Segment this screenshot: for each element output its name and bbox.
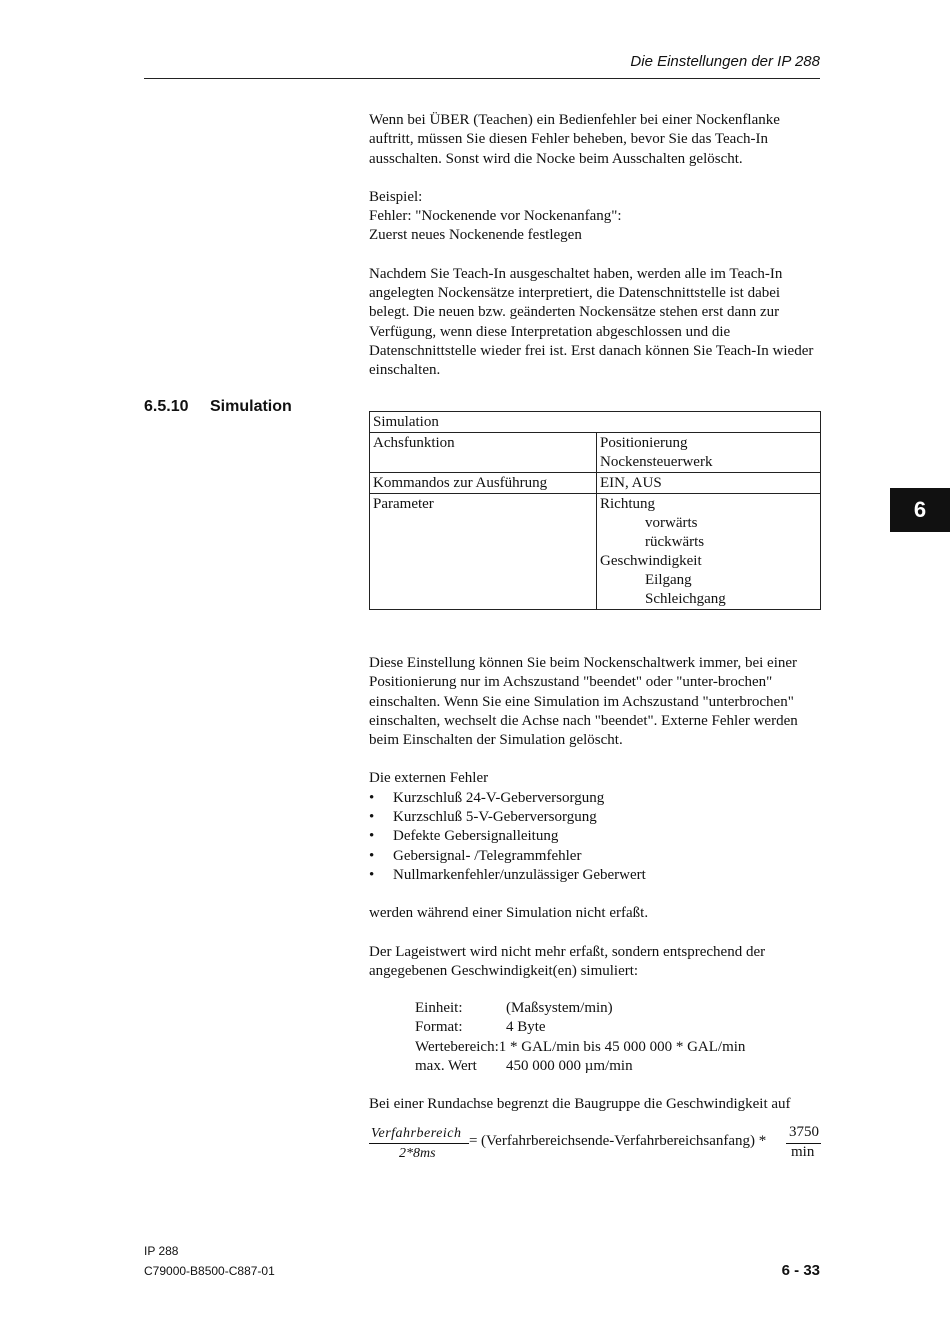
list-item: • Gebersignal- /Telegrammfehler (369, 847, 821, 866)
section-number: 6.5.10 (144, 398, 189, 415)
spec-value: 4 Byte (506, 1019, 546, 1036)
spec-key: max. Wert (415, 1057, 477, 1074)
external-errors-list (369, 789, 821, 885)
table-title-row (370, 412, 821, 433)
spec-key: Einheit: (415, 1000, 463, 1016)
speed-limit-formula (369, 1123, 821, 1165)
simulation-table (369, 411, 821, 610)
table-value: Richtung (600, 496, 655, 512)
list-item: • Defekte Gebersignalleitung (369, 827, 821, 846)
spec-value: 1 * GAL/min bis 45 000 000 * GAL/min (498, 1038, 746, 1055)
example-fix: Zuerst neues Nockenende festlegen (369, 227, 582, 244)
intro-block (369, 111, 821, 381)
table-cell-values (597, 433, 821, 473)
example-error: Fehler: "Nockenende vor Nockenanfang": (369, 208, 622, 225)
table-value: vorwärts (645, 515, 698, 531)
table-value: Geschwindigkeit (600, 553, 702, 569)
spec-value: 450 000 000 µm/min (506, 1057, 633, 1074)
list-intro: Die externen Fehler (369, 770, 489, 787)
list-item: • Kurzschluß 24-V-Geberversorgung (369, 789, 821, 808)
table-value: Positionierung (600, 435, 688, 451)
spec-row (415, 1057, 745, 1076)
rundachse-text: Bei einer Rundachse begrenzt die Baugruppe die Geschwindigkeit auf (369, 1096, 791, 1112)
spec-row (415, 999, 745, 1018)
table-cell-values (597, 494, 821, 610)
lageistwert-paragraph: Der Lageistwert wird nicht mehr erfaßt, sondern entsprechend der angegebenen Geschwindigkeit(en) simuliert: (369, 943, 766, 979)
simulation-text-block (369, 654, 821, 981)
simulation-paragraph: Diese Einstellung können Sie beim Nockenschaltwerk immer, bei einer Positionierung nur im Achszustand "beendet" oder "unter-brochen" einschalten. Wenn Sie eine Simulation im Achszustand "unterbrochen" einschalten, wechselt die Achse nach "beendet". Externe Fehler werden beim Einschalten der Simulation gelöscht. (369, 655, 798, 749)
spec-row (415, 1038, 745, 1057)
spec-key: Wertebereich: (415, 1038, 499, 1055)
formula-equals: = (469, 1133, 478, 1149)
intro-paragraph-2: Nachdem Sie Teach-In ausgeschaltet haben, werden alle im Teach-In angelegten Nockensätze interpretiert, die Datenschnittstelle ist dabei belegt. Die neuen bzw. geänderten Nockensätze stehen erst dann zur Verfügung, wenn diese Interpretation abgeschlossen und die Datenschnittstelle wieder frei ist. Erst danach können Sie Teach-In wieder einschalten. (369, 265, 814, 379)
table-cell-label: Parameter (370, 494, 597, 610)
table-cell-label: Kommandos zur Ausführung (370, 473, 597, 494)
table-cell-label: Achsfunktion (370, 433, 597, 473)
footer-product: IP 288 (144, 1244, 179, 1258)
table-value: Schleichgang (645, 591, 726, 607)
table-value: Eilgang (645, 572, 692, 588)
spec-row (415, 1018, 745, 1037)
formula-middle-term: (Verfahrbereichsende-Verfahrbereichsanfang) * (481, 1133, 767, 1149)
table-value: rückwärts (645, 534, 705, 550)
formula-fraction-bar (369, 1143, 469, 1144)
list-item: • Nullmarkenfehler/unzulässiger Geberwert (369, 866, 821, 885)
table-value: Nockensteuerwerk (600, 454, 713, 470)
formula-numerator: Verfahrbereich (371, 1126, 462, 1141)
spec-key: Format: (415, 1019, 463, 1036)
example-label: Beispiel: (369, 188, 423, 205)
spec-value: (Maßsystem/min) (506, 1000, 613, 1016)
table-row (370, 433, 821, 473)
page-number: 6 - 33 (781, 1262, 820, 1279)
table-row (370, 473, 821, 494)
header-rule (144, 78, 820, 79)
formula-denominator: 2*8ms (399, 1146, 436, 1161)
formula-right-denominator: min (791, 1144, 815, 1160)
table-title: Simulation (370, 412, 821, 433)
table-row (370, 494, 821, 610)
section-title: Simulation (210, 398, 292, 415)
chapter-tab: 6 (890, 488, 950, 532)
list-item: • Kurzschluß 5-V-Geberversorgung (369, 808, 821, 827)
running-header-title: Die Einstellungen der IP 288 (630, 53, 820, 70)
table-cell-values: EIN, AUS (597, 473, 821, 494)
spec-block (415, 999, 745, 1076)
list-outro: werden während einer Simulation nicht erfaßt. (369, 905, 649, 922)
intro-paragraph-1: Wenn bei ÜBER (Teachen) ein Bedienfehler bei einer Nockenflanke auftritt, müssen Sie diesen Fehler beheben, bevor Sie das Teach-In ausschalten. Sonst wird die Nocke beim Ausschalten gelöscht. (369, 112, 780, 167)
footer-doc-number: C79000-B8500-C887-01 (144, 1264, 275, 1278)
formula-right-numerator: 3750 (789, 1124, 819, 1140)
